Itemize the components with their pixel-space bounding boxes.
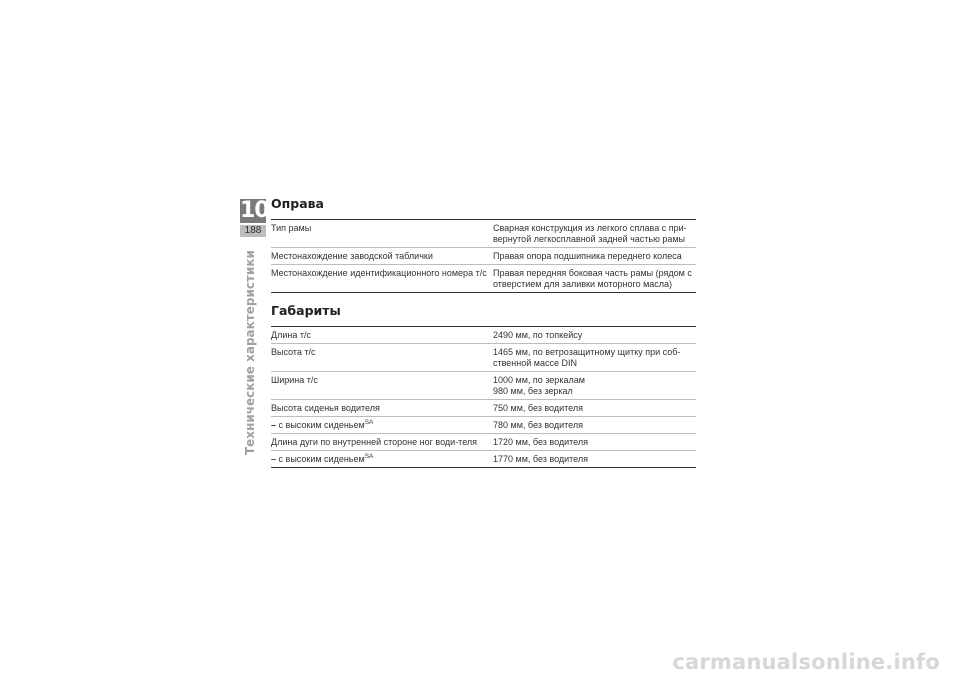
row-value: 780 мм, без водителя: [493, 417, 696, 434]
table-row: [271, 327, 696, 344]
table-row: [271, 417, 696, 434]
row-value: [493, 372, 696, 400]
watermark: carmanualsonline.info: [672, 650, 940, 674]
row-label: Высота сиденья водителя: [271, 400, 493, 417]
table-row: [271, 372, 696, 400]
row-label: Местонахождение идентификационного номера т/с: [271, 268, 487, 278]
chapter-number: 10: [240, 198, 269, 223]
table-row: [271, 265, 696, 293]
row-value: 750 мм, без водителя: [493, 400, 696, 417]
row-value: 1465 мм, по ветрозащитному щитку при соб-ственной массе DIN: [493, 344, 696, 372]
row-label: Ширина т/с: [271, 372, 493, 400]
table-row: [271, 220, 696, 248]
row-value: 1770 мм, без водителя: [493, 454, 589, 464]
row-value-line: 1000 мм, по зеркалам: [493, 375, 585, 385]
row-value: 2490 мм, по топкейсу: [493, 327, 696, 344]
row-value-line: 980 мм, без зеркал: [493, 386, 573, 396]
row-label-sub: [271, 451, 493, 468]
chapter-title: Технические характеристики: [243, 250, 257, 455]
row-label: Длина т/с: [271, 327, 493, 344]
dash-bullet: –: [271, 420, 277, 430]
page-number: 188: [240, 225, 266, 237]
row-label: Высота т/с: [271, 344, 493, 372]
frame-table: [271, 219, 696, 293]
row-label-text: с высоким сиденьем: [278, 420, 365, 430]
dimensions-table: [271, 326, 696, 468]
section-title-frame: Оправа: [271, 196, 324, 211]
row-label-text: с высоким сиденьем: [278, 454, 365, 464]
dash-bullet: –: [271, 454, 277, 464]
row-value: Правая опора подшипника переднего колеса: [493, 248, 696, 265]
table-row: [271, 400, 696, 417]
table-row: [271, 344, 696, 372]
sa-marker: SA: [364, 453, 374, 460]
row-value: 1720 мм, без водителя: [493, 434, 696, 451]
table-row: [271, 451, 696, 468]
row-label-sub: [271, 417, 493, 434]
table-row: [271, 248, 696, 265]
table-row: [271, 434, 696, 451]
row-label: Длина дуги по внутренней стороне ног води-теля: [271, 434, 493, 451]
section-title-dimensions: Габариты: [271, 303, 341, 318]
row-label: Тип рамы: [271, 220, 493, 248]
chapter-tab: [240, 198, 269, 237]
row-value: Сварная конструкция из легкого сплава с при-вернутой легкосплавной задней частью рамы: [493, 220, 696, 248]
sa-marker: SA: [364, 419, 374, 426]
row-value: Правая передняя боковая часть рамы (рядом с отверстием для заливки моторного масла): [493, 268, 692, 289]
content: [271, 196, 696, 468]
row-label: Местонахождение заводской таблички: [271, 248, 493, 265]
